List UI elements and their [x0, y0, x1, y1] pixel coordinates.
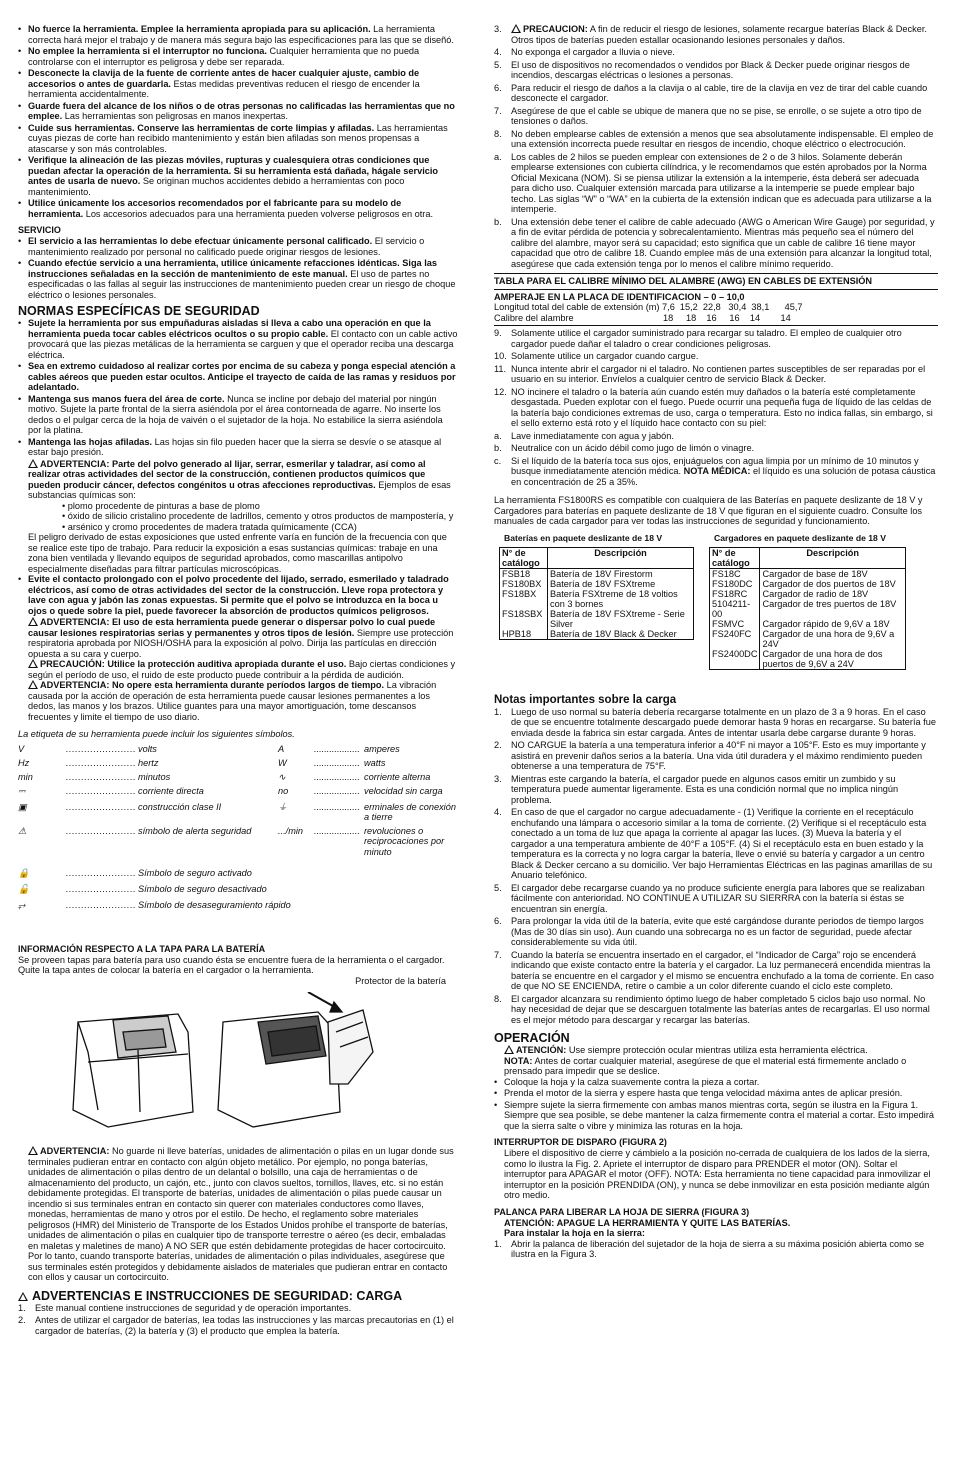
bullet-text: El uso de partes no especificadas o las fallas al seguir las instrucciones de mantenimiento pueden crear un riesgo de choque eléctrico o lesiones personales.: [28, 268, 456, 300]
item-number: c.: [494, 455, 502, 466]
right-column: [494, 24, 938, 1262]
operation-bullet: • Coloque la hoja y la calza suavemente contra la pieza a cortar.: [494, 1077, 938, 1088]
bullet-text: Las herramientas cuyas piezas de corte han recibido mantenimiento y están bien afiladas son menos propensas a atascarse y son más controlables.: [28, 122, 448, 154]
catalog-number: FS180DC: [710, 579, 760, 589]
symbol-key: ⎓: [18, 785, 26, 796]
item-number: 3.: [494, 773, 502, 784]
item-3: 3. PRECAUCION: A fin de reducir el riesgo de lesiones, solamente recargue baterías Black & Decker. Otros tipos de baterías pueden estallar ocasionando lesiones personales y daños.: [494, 24, 927, 45]
symbol-leader: .......................: [66, 899, 137, 910]
nota-item: [494, 994, 938, 1026]
exposure-text: El peligro derivado de estas exposiciones que usted enfrente varía en función de la frecuencia con que se realice este tipo de trabajo. Para reducir la exposición a esas sustancias químicas: trabaje en una zona bien ventilada y llevando equipos de seguridad aprobados, como mascarillas antipolvo especialmente diseñadas para filtrar partículas microscópicas.: [28, 532, 447, 574]
symbol-leader: .......................: [66, 801, 137, 812]
nota-item: [494, 883, 938, 915]
bullet-item: [18, 24, 458, 45]
item-text: Una extensión debe tener el calibre de cable adecuado (AWG o American Wire Gauge) por seguridad, y a fin de evitar pérdida de potencia y sobrecalentamiento. Mientras más pequeño sea el número del calibre del alambre, mayor será su capacidad; esto significa que un cable de calibre 16 tiene mayor capacidad que otro de calibre 18. Cuando emplee más de una extensión para alcanzar la longitud total, asegúrese que cada extensión tenga por lo menos el calibre mínimo requerido.: [511, 216, 935, 269]
compat-text: La herramienta FS1800RS es compatible con cualquiera de las Baterías en paquete deslizante de 18 V y Cargadores para baterías en paquete deslizante de 18 V que figuran en el siguiente cuadro. Consulte los manuales de cada cargador para ver todas las instrucciones de seguridad y funcionamiento.: [494, 495, 923, 526]
item-text: En caso de que el cargador no cargue adecuadamente - (1) Verifique la corriente en el receptáculo enchufando una lámpara o accesorio similar a la toma de corriente. (2) Verifique si el receptáculo esta conectado a un toma de luz que apaga la corriente al apagar las luces. (3) Mueva la batería y el cargador a una temperatura ambiente de 40°F a 105°F. (4) Si el receptáculo esta en buen estado y la temperatura es la correcta y no logra cargar la batería, lleve o envié su batería y cargador a un centro Black & Decker cercano a su domicilio. Ver bajo Herramientas Eléctricas en las paginas amarillas de su Anuario telefónico.: [511, 807, 933, 880]
bullet-item: [18, 198, 458, 219]
item-number: 9.: [494, 328, 502, 338]
catalog-description: Batería de 18V Black & Decker: [548, 629, 694, 640]
bullet-bold: El servicio a las herramientas lo debe efectuar únicamente personal calificado.: [28, 236, 373, 246]
bullet-item: [18, 236, 458, 257]
header-catalog: N° de catálogo: [710, 547, 760, 568]
catalog-description: Batería de 18V Firestorm: [548, 568, 694, 579]
item-text: Los cables de 2 hilos se pueden emplear con extensiones de 2 o de 3 hilos. Solamente deberán emplearse extensiones con cubierta cilíndrica, y le recomendamos que estén aprobados por la Norma Oficial Mexicana (NOM). Si se piensa utilizar la extensión a la intemperie, ésta deberá ser adecuada para dicho uso. Cualquier extensión marcada para utilizarse a la intemperie se puede emplear bajo techo. Las siglas “W” o “WA” en la cubierta de la extensión indican que es adecuada para utilizarse a la intemperie.: [511, 151, 932, 214]
dust-warning: ADVERTENCIA: Parte del polvo generado al lijar, serrar, esmerilar y taladrar, así como al realizar otras actividades del sector de la construcción, contienen productos químicos que pueden producir cáncer, defectos congénitos u otras afecciones reproductivas. Ejemplos de esas substancias químicas son:: [28, 458, 451, 500]
bullet-bold: Cuando efectúe servicio a una herramienta, utilice únicamente refacciones idénticas. Siga las instrucciones señaladas en la sección de mantenimiento de este manual.: [28, 258, 437, 279]
catalog-number: FSB18: [500, 568, 548, 579]
symbol-value: Símbolo de seguro desactivado: [138, 883, 267, 894]
symbols-table: [18, 744, 458, 936]
symbol-value: minutos: [138, 771, 171, 782]
catalog-description: Batería de 18V FSXtreme: [548, 579, 694, 589]
symbol-key: ▣: [18, 801, 27, 812]
item-text: No deben emplearse cables de extensión a menos que sea absolutamente indispensable. El empleo de una extensión incorrecta puede resultar en riesgos de incendio, choque eléctrico o electrocución.: [511, 128, 934, 149]
operation-bullet: • Siempre sujete la sierra firmemente con ambas manos mientras corta, según se ilustra en la Figura 1. Siempre que sea posible, se debe mantener la calza firmemente contra el material a cortar. Esto impedirá que la sierra salte o vibre y minimiza las roturas en la hoja.: [494, 1100, 938, 1132]
item-number: 2.: [18, 1315, 26, 1325]
symbol-leader: ..................: [314, 785, 360, 796]
table-row: [500, 589, 694, 609]
item-number: b.: [494, 443, 502, 453]
symbol-key: 🔓: [18, 883, 30, 894]
symbol-key: no: [278, 785, 289, 796]
catalog-description: Batería de 18V FSXtreme - Serie Silver: [548, 609, 694, 629]
symbol-key: ⏚: [278, 801, 288, 812]
bullet-text: El contacto con un cable activo provocará que las piezas metálicas de la herramienta se carguen y que el operador reciba una descarga eléctrica.: [28, 328, 458, 360]
catalog-description: Cargador de una hora de 9,6V a 24V: [760, 629, 906, 649]
trigger-heading: INTERRUPTOR DE DISPARO (FIGURA 2): [494, 1137, 667, 1147]
item-text: Mientras este cargando la batería, el cargador puede en algunos casos emitir un zumbido y su temperatura puede aumentar ligeramente. Esta es una condición normal que no implica ningún problema.: [511, 773, 899, 805]
item-text: No exponga el cargador a lluvia o nieve.: [511, 47, 675, 57]
item-number: a.: [494, 151, 502, 162]
bullet-bold: No fuerce la herramienta. Emplee la herramienta apropiada para su aplicación.: [28, 24, 371, 34]
lever-heading: PALANCA PARA LIBERAR LA HOJA DE SIERRA (FIGURA 3): [494, 1206, 750, 1217]
symbol-leader: .......................: [66, 825, 137, 836]
catalog-number: FS240FC: [710, 629, 760, 649]
numbered-item: [494, 456, 938, 488]
item-text: El cargador debe recargarse cuando ya no produce suficiente energía para labores que se realizaban fácilmente con anterioridad. NO CONTINUE A UTILIZAR SU SIERRRA con la batería si éstas se encuentran sin energía.: [511, 882, 925, 914]
bullet-text: Nunca se incline por debajo del material por ningún motivo. Sujete la parte frontal de la sierra asiéndola por el área contorneada de agarre. No inserte los dedos o el pulgar cerca de la hoja de vaivén o el sujetador de la hoja. No estabilice la sierra asiéndola por la platina.: [28, 393, 443, 435]
bullet-bold: Mantenga sus manos fuera del área de corte.: [28, 393, 225, 404]
chemicals-list: [18, 501, 458, 533]
item-number: 11.: [494, 363, 507, 374]
warning-icon: [504, 1045, 514, 1054]
battery-table: [499, 547, 694, 640]
avoid-contact-bullet: • Evite el contacto prolongado con el polvo procedente del lijado, serrado, esmerilado y taladrado eléctricos, así como de otras actividades del sector de la construcción. Lleve ropa protectora y lave con agua y jabón las zonas expuestas. Si permite que el polvo se introduzca en la boca u ojos o quede sobre la piel, puede favorecer la absorción de productos químicos peligrosos.: [18, 574, 458, 616]
chemical-item: • arsénico y cromo procedentes de madera tratada químicamente (CCA): [62, 521, 357, 532]
catalog-number: FS18SBX: [500, 609, 548, 629]
symbols-intro: La etiqueta de su herramienta puede incluir los siguientes símbolos.: [18, 729, 295, 739]
symbol-value: Símbolo de desaseguramiento rápido: [138, 899, 291, 910]
table-row: [500, 579, 694, 589]
symbol-value: revoluciones o reciprocaciones por minuto: [364, 825, 445, 857]
symbol-value: construcción clase II: [138, 801, 222, 812]
respiratory-warning: ADVERTENCIA: El uso de esta herramienta puede generar o dispersar polvo lo cual puede causar lesiones respiratorias serias y permanentes y otros tipos de lesión. Siempre use protección respiratoria aprobada por NIOSH/OSHA para la exposición al polvo. Dirija las partículas en dirección opuesta a su cara y cuerpo.: [28, 617, 454, 659]
chemical-item: • plomo procedente de pinturas a base de plomo: [62, 500, 260, 511]
bullet-item: [18, 155, 458, 197]
numbered-item: [494, 129, 938, 150]
bullet-text: Las hojas sin filo pueden hacer que la sierra se desvíe o se atasque al estar bajo presión.: [28, 436, 442, 457]
item-text: Nunca intente abrir el cargador ni el taladro. No contienen partes susceptibles de ser reparadas por el usuario en su interior. Envíelos a cualquier centro de servicio Black & Decker.: [511, 363, 926, 384]
bullet-bold: Mantenga las hojas afiladas.: [28, 436, 153, 447]
battery-cap-heading: INFORMACIÓN RESPECTO A LA TAPA PARA LA BATERÍA: [18, 943, 266, 954]
bullet-bold: Verifique la alineación de las piezas móviles, rupturas y cualesquiera otras condiciones que puedan afectar la operación de la herramienta. Si su herramienta está dañada, hágale servicio antes de usarla de nuevo.: [28, 155, 439, 186]
catalog-description: Cargador de una hora de dos puertos de 9,6V a 24V: [760, 649, 906, 670]
item-text: Antes de utilizar el cargador de baterías, lea todas las instrucciones y las marcas precautorias en (1) el cargador de baterías, (2) la batería y (3) el producto que emplea la batería.: [35, 1315, 454, 1336]
normas-bullets: [18, 318, 458, 458]
item-text: Solamente utilice el cargador suministrado para recargar su taladro. El empleo de cualquier otro cargador puede dañar el taladro o crear condiciones peligrosas.: [511, 328, 902, 349]
symbol-key: ⥅: [18, 899, 26, 910]
symbol-value: Símbolo de seguro activado: [138, 867, 252, 878]
bullet-item: [18, 68, 458, 100]
bullet-item: [18, 437, 458, 458]
table-header-row: [710, 547, 906, 568]
battery-drawing: [18, 992, 458, 1142]
bullet-text: Los accesorios adecuados para una herramienta pueden volverse peligrosos en otra.: [83, 208, 434, 219]
item-number: a.: [494, 430, 502, 441]
symbol-value: volts: [138, 743, 157, 754]
numbered-item: [494, 106, 938, 127]
bullet-item: [18, 46, 458, 67]
awg-heading: TABLA PARA EL CALIBRE MÍNIMO DEL ALAMBRE (AWG) EN CABLES DE EXTENSIÓN: [494, 276, 873, 286]
item-number: 8.: [494, 128, 502, 139]
nota-item: [494, 807, 938, 881]
lever-attention: ATENCIÓN: APAGUE LA HERRAMIENTA Y QUITE LAS BATERÍAS.: [504, 1217, 791, 1228]
symbol-leader: ..................: [314, 825, 360, 836]
install-step-1: 1. Abrir la palanca de liberación del sujetador de la hoja de sierra a su máxima posición abierta como se ilustra en la Figura 3.: [494, 1238, 925, 1259]
general-safety-bullets: [18, 24, 458, 219]
warning-icon: [28, 1146, 38, 1155]
symbol-leader: ..................: [314, 801, 360, 812]
item-text: Si el líquido de la batería toca sus ojos, enjuáguelos con agua limpia por un mínimo de 10 minutos y busque inmediatamente atención médica.: [511, 455, 919, 476]
items-9-12: [494, 328, 938, 429]
bullet-text: El servicio o mantenimiento realizado por personal no calificado puede originar riesgos de lesiones.: [28, 236, 425, 257]
symbol-leader: .......................: [66, 883, 137, 894]
item-text: Cuando la batería se encuentra insertado en el cargador, el “Indicador de Carga” rojo se encenderá indicando que existe contacto entre la batería y el cargador. La luz permanecerá encendida mientras la batería se encuentre en el cargador y el mismo se encuentra enchufado a la toma de corriente. En caso de que NO SE ENCIENDA, retire o cambie a un color diferente cuando el ciclo este completo.: [511, 949, 934, 991]
nota-item: [494, 740, 938, 772]
table-row: [500, 568, 694, 579]
bullet-bold: Guarde fuera del alcance de los niños o de otras personas no calificadas las herramientas que no emplee.: [28, 100, 455, 121]
bullet-item: [18, 123, 458, 155]
item-text: Lave inmediatamente con agua y jabón.: [511, 430, 674, 441]
table-row: [710, 568, 906, 579]
symbol-key: Hz: [18, 757, 30, 768]
warning-icon: [28, 459, 38, 468]
symbol-value: corriente directa: [138, 785, 204, 796]
install-heading: Para instalar la hoja en la sierra:: [504, 1228, 645, 1238]
symbol-key: .../min: [278, 825, 304, 836]
nota-item: [494, 774, 938, 806]
notas-heading: Notas importantes sobre la carga: [494, 693, 677, 706]
battery-cap-text: Se proveen tapas para batería para uso cuando ésta se encuentre fuera de la herramienta o el cargador. Quite la tapa antes de colocar la batería en el cargador o la herramienta.: [18, 954, 445, 975]
hearing-caution: PRECAUCIÓN: Utilice la protección auditiva apropiada durante el uso. Bajo ciertas condiciones y según el período de uso, el ruido de este producto puede contribuir a la pérdida de audición.: [28, 659, 456, 680]
item-text: NO CARGUE la batería a una temperatura inferior a 40°F ni mayor a 105°F. Esto es muy importante y asistirá en prevenir daños serios a la batería. Una vida útil duradera y el máximo rendimiento pueden obtenerse a una temperatura de 75°F.: [511, 740, 926, 771]
item-bold: NOTA MÉDICA:: [683, 466, 751, 476]
bullet-item: [18, 394, 458, 436]
bullet-item: [18, 318, 458, 360]
symbol-value: watts: [364, 757, 386, 768]
warning-icon: [28, 617, 38, 626]
symbol-value: velocidad sin carga: [364, 785, 443, 796]
header-description: Descripción: [760, 547, 906, 568]
bullet-bold: No emplee la herramienta si el interruptor no funciona.: [28, 46, 267, 56]
symbol-key: min: [18, 771, 33, 782]
table-row: [500, 629, 694, 640]
awg-row-gauge: Calibre del alambre 18 18 16 16 14 14: [494, 312, 791, 323]
symbol-leader: ..................: [314, 743, 360, 754]
battery-illustration: [18, 992, 458, 1142]
normas-heading: NORMAS ESPECÍFICAS DE SEGURIDAD: [18, 304, 260, 318]
catalog-description: Cargador de radio de 18V: [760, 589, 906, 599]
battery-table-title: Baterías en paquete deslizante de 18 V: [504, 532, 663, 543]
item-number: 4.: [494, 807, 502, 817]
symbol-key: ⚠: [18, 825, 27, 836]
nota-item: [494, 916, 938, 948]
table-row: [710, 619, 906, 629]
symbol-value: corriente alterna: [364, 771, 431, 782]
carga-list: [18, 1303, 458, 1337]
symbol-key: V: [18, 743, 25, 754]
table-row: [710, 589, 906, 599]
item-number: 8.: [494, 993, 502, 1004]
item-text: El cargador alcanzara su rendimiento óptimo luego de haber completado 5 ciclos bajo uso normal. No hay necesidad de dejar que se descarguen totalmente las baterías antes de recargarlas. El uso normal es el mejor método para descargar y recargar las baterías.: [511, 993, 930, 1025]
bullet-text: Se originan muchos accidentes debido a herramientas con poco mantenimiento.: [28, 176, 405, 197]
symbol-key: ∿: [278, 771, 286, 782]
catalog-number: FS180BX: [500, 579, 548, 589]
symbol-value: hertz: [138, 757, 159, 768]
awg-subheading: AMPERAJE EN LA PLACA DE IDENTIFICACION – 0 – 10,0: [494, 291, 745, 302]
charger-table: [709, 547, 906, 670]
operation-bullet: • Prenda el motor de la sierra y espere hasta que tenga velocidad máxima antes de aplicar presión.: [494, 1088, 938, 1099]
symbol-leader: .......................: [66, 785, 137, 796]
protector-label: Protector de la batería: [355, 975, 446, 986]
numbered-item: [494, 328, 938, 349]
numbered-item: [494, 83, 938, 104]
numbered-item: [494, 60, 938, 81]
catalog-description: Batería FSXtreme de 18 voltios con 3 bornes: [548, 589, 694, 609]
servicio-heading: SERVICIO: [18, 225, 61, 235]
item-text: Para reducir el riesgo de daños a la clavija o al cable, tire de la clavija en vez de tirar del cable cuando desconecte el cargador.: [511, 82, 928, 103]
numbered-item: [494, 152, 938, 215]
symbol-key: 🔒: [18, 867, 30, 878]
bullet-text: La herramienta correcta hará mejor el trabajo y de manera más segura bajo las especificaciones para las que se diseñó.: [28, 24, 454, 45]
bullet-bold: Desconecte la clavija de la fuente de corriente antes de hacer cualquier ajuste, cambio de accesorios o antes de guardarla.: [28, 68, 420, 89]
carga-item: [18, 1303, 458, 1314]
numbered-item: [494, 431, 938, 442]
catalog-number: FS18C: [710, 568, 760, 579]
warning-icon: [18, 1292, 28, 1301]
bullet-text: Estas medidas preventivas reducen el riesgo de encender la herramienta accidentalmente.: [28, 78, 420, 99]
catalog-number: FS2400DC: [710, 649, 760, 670]
item-text: Luego de uso normal su batería debería recargarse totalmente en un plazo de 3 a 9 horas. En el caso de que se encuentre totalmente descargado puede demorar hasta 9 horas en recargarse. Su batería fue enviada desde la fabrica sin estar cargada. Antes de intentar usarla debe cargarse durante 9 horas.: [511, 706, 936, 738]
header-catalog: N° de catálogo: [500, 547, 548, 568]
table-row: [710, 649, 906, 670]
items-abc: [494, 431, 938, 488]
symbol-value: erminales de conexión a tierre: [364, 801, 456, 822]
operation-bullets: [494, 1077, 938, 1132]
numbered-item: [494, 47, 938, 58]
item-number: 5.: [494, 882, 502, 893]
item-number: 1.: [18, 1302, 26, 1313]
bullet-bold: Sujete la herramienta por sus empuñaduras aisladas si lleva a cabo una operación en que la herramienta pueda tocar cables eléctricos ocultos o su propio cable.: [28, 318, 431, 339]
warning-icon: [28, 659, 38, 668]
symbol-leader: ..................: [314, 771, 360, 782]
item-text: Solamente utilice un cargador cuando cargue.: [511, 351, 699, 361]
left-column: [18, 24, 458, 1338]
item-text: El uso de dispositivos no recomendados o vendidos por Black & Decker puede originar riesgos de incendios, descargas eléctricas o lesiones a personas.: [511, 59, 910, 80]
items-4-8: [494, 47, 938, 269]
bullet-item: [18, 361, 458, 393]
item-text: Asegúrese de que el cable se ubique de manera que no se pise, se enrolle, o se sujete a otro tipo de tensiones o daños.: [511, 105, 922, 126]
catalog-description: Cargador rápido de 9,6V a 18V: [760, 619, 906, 629]
numbered-item: [494, 443, 938, 454]
symbol-leader: .......................: [66, 743, 137, 754]
bullet-bold: Sea en extremo cuidadoso al realizar cortes por encima de su cabeza y ponga especial atención a cables aéreos que pueden estar ocultos. Anticipe el trayecto de caída de las ramas y residuos por adelantado.: [28, 361, 456, 392]
item-number: 7.: [494, 949, 502, 960]
nota-item: [494, 707, 938, 739]
item-text: NO incinere el taladro o la batería aún cuando estén muy dañados o la batería esté completamente desgastada. Pueden explotar con el fuego. Puede ocurrir una pequeña fuga de líquido de las celdas de la batería bajo condiciones extremas de uso, carga o temperatura. Esto no indica fallas, sin embargo, si el sello externo está roto y el líquido hace contacto con su piel:: [511, 386, 933, 428]
item-number: 12.: [494, 386, 507, 397]
chemical-item: • óxido de silicio cristalino procedente de ladrillos, cemento y otros productos de mampostería, y: [62, 511, 454, 521]
item-number: 10.: [494, 351, 507, 361]
awg-row-length: Longitud total del cable de extensión (m) 7,6 15,2 22,8 30,4 38,1 45,7: [494, 302, 803, 312]
symbol-key: A: [278, 743, 285, 754]
numbered-item: [494, 364, 938, 385]
symbol-value: amperes: [364, 743, 400, 754]
numbered-item: [494, 351, 938, 362]
bullet-item: [18, 258, 458, 300]
item-number: 2.: [494, 740, 502, 750]
table-row: [710, 579, 906, 589]
table-header-row: [500, 547, 694, 568]
catalog-number: HPB18: [500, 629, 548, 640]
item-text: Para prolongar la vida útil de la batería, evite que esté cargándose durante periodos de tiempo largos (Mas de 30 días sin uso). Aun cuando una sobrecarga no es un factor de seguridad, puede afectar considerablemente su vida útil.: [511, 916, 924, 947]
carga-item: [18, 1315, 458, 1336]
item-number: 6.: [494, 916, 502, 926]
item-text: Neutralice con un ácido débil como jugo de limón o vinagre.: [511, 443, 755, 453]
catalog-number: FS18BX: [500, 589, 548, 609]
item-text-2: el líquido es una solución de potasa cáustica en concentración de 25 a 35%.: [511, 466, 936, 487]
numbered-item: [494, 217, 938, 270]
item-text: Este manual contiene instrucciones de seguridad y de operación importantes.: [35, 1302, 352, 1313]
charger-table-title: Cargadores en paquete deslizante de 18 V: [714, 532, 886, 543]
vibration-warning: ADVERTENCIA: No opere esta herramienta durante períodos largos de tiempo. La vibración causada por la acción de operación de esta herramienta puede causar lesiones permanentes a los dedos, las manos y los brazos. Utilice guantes para una mayor amortiguación, tome descansos frecuentes y limite el tiempo de uso diario.: [28, 680, 437, 722]
servicio-bullets: [18, 236, 458, 300]
warning-icon: [511, 24, 521, 33]
catalog-number: FSMVC: [710, 619, 760, 629]
catalog-number: 5104211-00: [710, 599, 760, 619]
table-row: [710, 599, 906, 619]
symbol-leader: .......................: [66, 771, 137, 782]
battery-warning: ADVERTENCIA: No guarde ni lleve baterías, unidades de alimentación o pilas en un lugar donde sus terminales pudieran entrar en contacto con algún objeto metálico. Por ejemplo, no ponga baterías, unidades de alimentación o pilas dentro de un delantal o bolsillo, una caja de herramientas o de almacenamiento del producto, un cajón, etc., junto con clavos sueltos, tornillos, llaves, etc. si no están debidamente protegidas. El transporte de baterías, unidades de alimentación o pilas puede causar un incendio si sus terminales entran en contacto sin querer con materiales conductores como llaves, monedas, herramientas de mano y otros por el estilo. De hecho, el reglamento sobre materiales peligrosos (HMR) del Ministerio de Transporte de los Estados Unidos prohíbe el transporte de baterías, unidades de alimentación o pilas en cualquier tipo de transporte terrestre o aéreo (es decir, embaladas en maletas y maletines de mano) A NO SER que estén debidamente protegidas de hacer cortocircuito. Por lo tanto, cuando transporte baterías, unidades de alimentación o pilas individuales, asegúrese que sus terminales estén protegidos y debidamente aislados de materiales que pudieran entrar en contacto con ellos y causar un cortocircuito.: [28, 1146, 454, 1282]
symbol-leader: .......................: [66, 757, 137, 768]
symbol-leader: ..................: [314, 757, 360, 768]
warning-icon: [28, 680, 38, 689]
catalog-description: Cargador de base de 18V: [760, 568, 906, 579]
attention-eye: ATENCIÓN: Use siempre protección ocular mientras utiliza esta herramienta eléctrica.: [494, 1045, 938, 1056]
nota-item: [494, 950, 938, 992]
numbered-item: [494, 387, 938, 429]
bullet-item: [18, 101, 458, 122]
table-row: [500, 609, 694, 629]
item-number: 4.: [494, 47, 502, 57]
notas-list: [494, 707, 938, 1026]
table-row: [710, 629, 906, 649]
bullet-bold: Cuide sus herramientas. Conserve las herramientas de corte limpias y afiladas.: [28, 122, 375, 133]
note-clamp: NOTA: Antes de cortar cualquier material, asegúrese de que el material está firmemente anclado o prensado para impedir que se deslice.: [504, 1055, 907, 1076]
catalog-description: Cargador de dos puertos de 18V: [760, 579, 906, 589]
trigger-text: Libere el dispositivo de cierre y cámbielo a la posición no-cerrada de cualquiera de los lados de la sierra, como lo ilustra la Fig. 2. Apriete el interruptor de disparo para PRENDER el motor (ON). Soltar el interruptor para APAGAR el motor (OFF). NOTA: Esta herramienta no tiene capacidad para inmovilizar el interruptor en la posición PRENDIDA (ON), y nunca se debe inmovilizar en esta posición mediante algún otro medio.: [504, 1148, 931, 1200]
item-number: 6.: [494, 82, 502, 93]
symbol-leader: .......................: [66, 867, 137, 878]
item-number: 7.: [494, 105, 502, 116]
bullet-bold: Utilice únicamente los accesorios recomendados por el fabricante para su modelo de herramienta.: [28, 198, 402, 219]
item-number: b.: [494, 216, 502, 227]
operacion-heading: OPERACIÓN: [494, 1031, 570, 1045]
carga-heading: ADVERTENCIAS E INSTRUCCIONES DE SEGURIDAD: CARGA: [18, 1289, 458, 1303]
item-number: 5.: [494, 59, 502, 70]
bullet-text: Las herramientas son peligrosas en manos inexpertas.: [62, 111, 288, 121]
symbol-key: W: [278, 757, 287, 768]
symbol-value: símbolo de alerta seguridad: [138, 825, 252, 836]
catalog-description: Cargador de tres puertos de 18V: [760, 599, 906, 619]
item-number: 1.: [494, 706, 502, 717]
bullet-text: Cualquier herramienta que no pueda controlarse con el interruptor es peligrosa y debe ser reparada.: [28, 46, 420, 67]
header-description: Descripción: [548, 547, 694, 568]
compat-tables: [494, 533, 938, 689]
catalog-number: FS18RC: [710, 589, 760, 599]
